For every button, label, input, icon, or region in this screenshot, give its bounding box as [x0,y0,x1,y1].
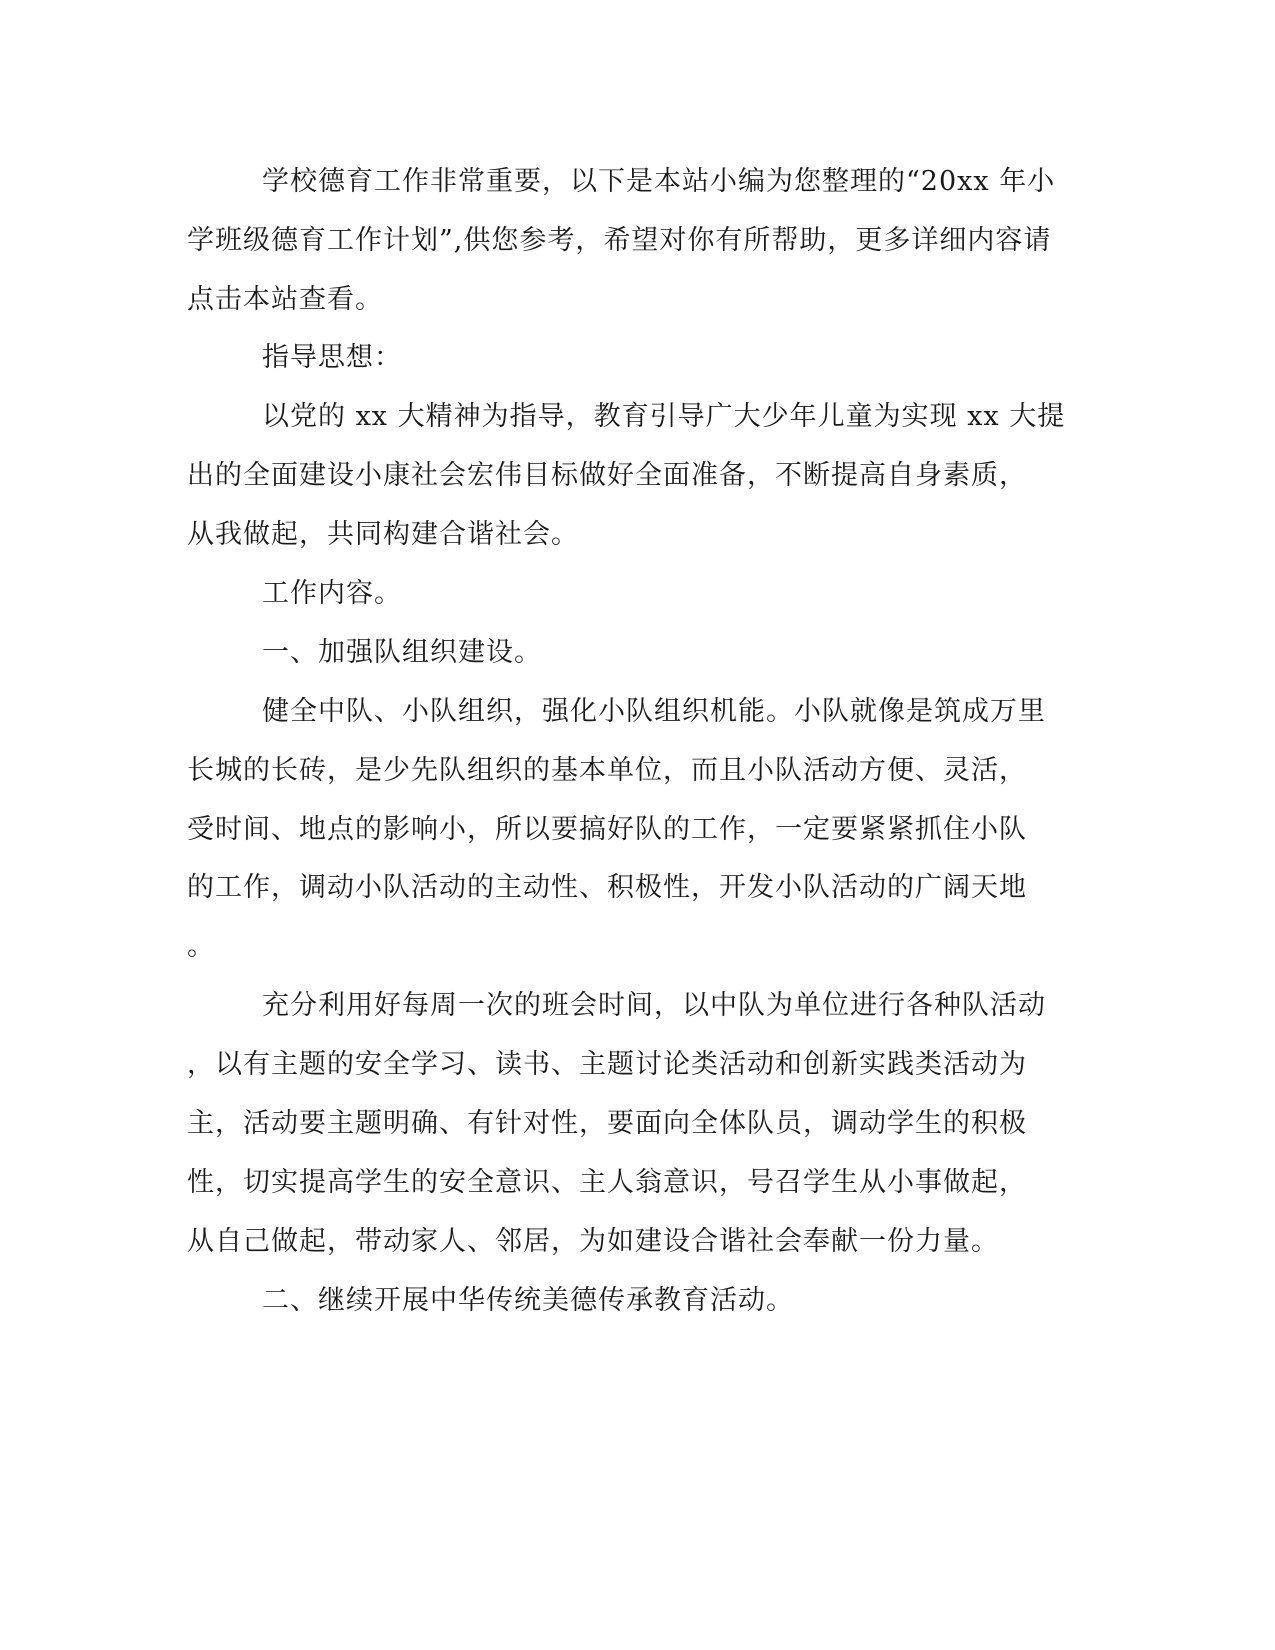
text-line: 长城的长砖，是少先队组织的基本单位，而且小队活动方便、灵活， [187,755,1027,786]
text-line: 出的全面建设小康社会宏伟目标做好全面准备，不断提高自身素质， [187,460,1027,491]
text-line: 的工作，调动小队活动的主动性、积极性，开发小队活动的广阔天地 [187,872,1027,903]
text-line: 以党的 xx 大精神为指导，教育引导广大少年儿童为实现 xx 大提 [262,401,1066,432]
text-line: 主，活动要主题明确、有针对性，要面向全体队员，调动学生的积极 [187,1108,1027,1139]
text-line: 健全中队、小队组织，强化小队组织机能。小队就像是筑成万里 [262,696,1046,727]
text-line: ，以有主题的安全学习、读书、主题讨论类活动和创新实践类活动为 [187,1049,1027,1080]
text-line: 学校德育工作非常重要，以下是本站小编为您整理的“20xx 年小 [262,166,1056,197]
section-heading: 二、继续开展中华传统美德传承教育活动。 [262,1285,794,1316]
text-line: 从自己做起，带动家人、邻居，为如建设合谐社会奉献一份力量。 [187,1226,999,1257]
text-line: 性，切实提高学生的安全意识、主人翁意识，号召学生从小事做起， [187,1167,1027,1198]
text-line: 受时间、地点的影响小，所以要搞好队的工作，一定要紧紧抓住小队 [187,814,1027,845]
section-heading: 工作内容。 [262,578,402,609]
section-heading: 指导思想： [262,342,402,373]
text-line: 从我做起，共同构建合谐社会。 [187,519,579,550]
text-line: 。 [187,931,215,962]
text-line: 充分利用好每周一次的班会时间，以中队为单位进行各种队活动 [262,990,1046,1021]
section-heading: 一、加强队组织建设。 [262,637,542,668]
text-line: 学班级德育工作计划”,供您参考，希望对你有所帮助，更多详细内容请 [187,225,1052,256]
text-line: 点击本站查看。 [187,284,383,315]
